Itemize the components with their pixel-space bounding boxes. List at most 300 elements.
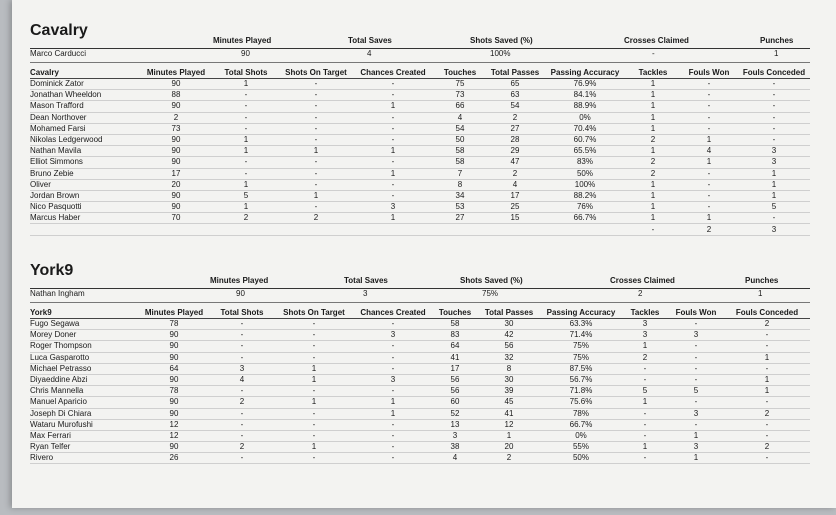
stat-cell: 26 — [138, 453, 210, 464]
stat-cell: 1 — [626, 202, 680, 213]
stat-cell: 1 — [680, 157, 738, 168]
stat-cell: 58 — [434, 157, 486, 168]
player-name: Mohamed Farsi — [30, 123, 140, 134]
stat-cell: 2 — [140, 112, 212, 123]
table-row — [30, 134, 810, 145]
stat-cell: - — [352, 157, 434, 168]
team-title: Cavalry — [30, 22, 88, 39]
player-name: Rivero — [30, 453, 138, 464]
stat-cell: - — [680, 168, 738, 179]
keeper-col: Punches — [760, 36, 794, 45]
stat-cell: 2 — [280, 213, 352, 224]
stat-cell: - — [274, 453, 354, 464]
stat-cell: 88.9% — [544, 101, 626, 112]
stat-cell: - — [274, 408, 354, 419]
table-row — [30, 112, 810, 123]
stat-cell: 54 — [486, 101, 544, 112]
stat-cell: - — [274, 419, 354, 430]
stat-cell: 47 — [486, 157, 544, 168]
stat-cell: 66.7% — [540, 419, 622, 430]
stat-cell: - — [212, 123, 280, 134]
stat-cell: 8 — [434, 179, 486, 190]
stat-cell: 87.5% — [540, 363, 622, 374]
stat-cell: - — [280, 101, 352, 112]
stat-cell: 65.5% — [544, 146, 626, 157]
player-name: Chris Mannella — [30, 386, 138, 397]
stat-cell: - — [210, 319, 274, 330]
stat-cell: - — [352, 179, 434, 190]
stat-cell: 1 — [680, 134, 738, 145]
stat-cell: 75% — [540, 352, 622, 363]
stat-cell — [140, 224, 212, 235]
stat-cell: - — [352, 123, 434, 134]
stat-cell: - — [210, 430, 274, 441]
stat-cell: - — [738, 79, 810, 90]
table-row — [30, 79, 810, 90]
keeper-col: Minutes Played — [213, 36, 272, 45]
stat-cell: 90 — [138, 352, 210, 363]
stat-cell: 2 — [724, 319, 810, 330]
table-row — [30, 397, 810, 408]
stat-cell: 78% — [540, 408, 622, 419]
keeper-col: Crosses Claimed — [610, 276, 675, 285]
stat-cell: - — [724, 419, 810, 430]
stat-cell: - — [622, 374, 668, 385]
stat-cell: 90 — [140, 190, 212, 201]
player-name: Diyaeddine Abzi — [30, 374, 138, 385]
stat-cell: 71.4% — [540, 330, 622, 341]
stat-cell: 90 — [138, 330, 210, 341]
stat-cell: - — [354, 430, 432, 441]
stat-cell: 84.1% — [544, 90, 626, 101]
stat-cell — [544, 224, 626, 235]
stat-cell: - — [738, 112, 810, 123]
keeper-col: Shots Saved (%) — [470, 36, 533, 45]
stat-cell: 0% — [544, 112, 626, 123]
stat-cell: - — [724, 430, 810, 441]
table-row — [30, 179, 810, 190]
column-header: Touches — [432, 306, 478, 319]
stat-cell: 3 — [738, 146, 810, 157]
stat-cell: 29 — [486, 146, 544, 157]
player-name: Jordan Brown — [30, 190, 140, 201]
stat-cell: 90 — [140, 146, 212, 157]
stat-cell: - — [274, 330, 354, 341]
stats-sheet — [12, 0, 836, 508]
stat-cell: 65 — [486, 79, 544, 90]
stat-cell: 32 — [478, 352, 540, 363]
player-name: Jonathan Wheeldon — [30, 90, 140, 101]
keeper-value: - — [652, 49, 655, 58]
keeper-value: 90 — [241, 49, 250, 58]
stat-cell: 2 — [622, 352, 668, 363]
stat-cell: 76.9% — [544, 79, 626, 90]
table-row — [30, 157, 810, 168]
stat-cell: - — [354, 453, 432, 464]
stat-cell: 2 — [210, 442, 274, 453]
stat-cell: 3 — [432, 430, 478, 441]
stat-cell: 5 — [212, 190, 280, 201]
stat-cell: 41 — [432, 352, 478, 363]
stat-cell: - — [352, 112, 434, 123]
stat-cell: 1 — [680, 213, 738, 224]
stat-cell: 7 — [434, 168, 486, 179]
stat-cell: 3 — [738, 157, 810, 168]
stat-cell: - — [738, 101, 810, 112]
table-row — [30, 442, 810, 453]
stat-cell: 64 — [138, 363, 210, 374]
player-name: Nikolas Ledgerwood — [30, 134, 140, 145]
stat-cell: 90 — [138, 408, 210, 419]
stat-cell: - — [724, 453, 810, 464]
stat-cell: 38 — [432, 442, 478, 453]
table-row — [30, 101, 810, 112]
stat-cell: - — [210, 408, 274, 419]
stat-cell: 3 — [354, 374, 432, 385]
stat-cell: 30 — [478, 319, 540, 330]
stat-cell: 1 — [212, 134, 280, 145]
keeper-header — [30, 36, 810, 49]
stat-cell: - — [668, 397, 724, 408]
stat-cell: 12 — [478, 419, 540, 430]
stat-cell: - — [680, 202, 738, 213]
stat-cell: - — [738, 134, 810, 145]
stat-cell: - — [210, 386, 274, 397]
stat-cell: 90 — [140, 101, 212, 112]
stat-cell: 5 — [738, 202, 810, 213]
stat-cell: 52 — [432, 408, 478, 419]
column-header: Passing Accuracy — [540, 306, 622, 319]
stat-cell: 1 — [352, 168, 434, 179]
stat-cell: 63 — [486, 90, 544, 101]
table-row — [30, 123, 810, 134]
stat-cell: 2 — [212, 213, 280, 224]
stat-cell: 75% — [540, 341, 622, 352]
stat-cell: - — [280, 179, 352, 190]
player-name: Bruno Zebie — [30, 168, 140, 179]
column-header: Passing Accuracy — [544, 66, 626, 79]
stat-cell: 2 — [724, 408, 810, 419]
stat-cell: 1 — [274, 442, 354, 453]
divider — [30, 62, 810, 63]
team-title: York9 — [30, 262, 74, 279]
stat-cell: 15 — [486, 213, 544, 224]
stat-cell: 1 — [212, 202, 280, 213]
stat-cell: 56.7% — [540, 374, 622, 385]
stat-cell: 4 — [432, 453, 478, 464]
stat-cell: 1 — [354, 408, 432, 419]
stat-cell: - — [668, 374, 724, 385]
keeper-col: Minutes Played — [210, 276, 269, 285]
stat-cell: 3 — [738, 224, 810, 235]
stat-cell: - — [212, 168, 280, 179]
stat-cell: - — [354, 386, 432, 397]
stat-cell: 3 — [352, 202, 434, 213]
stat-cell: 17 — [486, 190, 544, 201]
stat-cell: 76% — [544, 202, 626, 213]
column-header: Chances Created — [354, 306, 432, 319]
stat-cell: 42 — [478, 330, 540, 341]
player-name: Elliot Simmons — [30, 157, 140, 168]
stat-cell: 1 — [626, 79, 680, 90]
team-column-header: Cavalry — [30, 66, 140, 79]
keeper-name: Nathan Ingham — [30, 289, 85, 298]
stat-cell: 1 — [352, 146, 434, 157]
stat-cell: - — [680, 79, 738, 90]
player-name: Dean Northover — [30, 112, 140, 123]
table-header-row — [30, 66, 810, 79]
stat-cell: 90 — [140, 134, 212, 145]
stat-cell: 55% — [540, 442, 622, 453]
stat-cell: 1 — [622, 341, 668, 352]
stat-cell: 2 — [478, 453, 540, 464]
stat-cell: 1 — [668, 430, 724, 441]
stat-cell: - — [668, 363, 724, 374]
stat-cell: 1 — [738, 168, 810, 179]
stat-cell: - — [354, 341, 432, 352]
stat-cell: 27 — [486, 123, 544, 134]
column-header: Total Shots — [210, 306, 274, 319]
stat-cell: - — [212, 157, 280, 168]
stat-cell: - — [622, 408, 668, 419]
table-row — [30, 146, 810, 157]
stat-cell: 2 — [626, 157, 680, 168]
stat-cell: - — [622, 453, 668, 464]
stat-cell: 2 — [486, 168, 544, 179]
keeper-value: 3 — [363, 289, 368, 298]
stat-cell: 58 — [432, 319, 478, 330]
table-row — [30, 213, 810, 224]
stat-cell: - — [724, 330, 810, 341]
stat-cell: 73 — [434, 90, 486, 101]
stat-cell: 1 — [626, 179, 680, 190]
stat-cell: 56 — [478, 341, 540, 352]
stat-cell: 83 — [432, 330, 478, 341]
keeper-value: 1 — [758, 289, 763, 298]
stat-cell: - — [210, 419, 274, 430]
stat-cell: 78 — [138, 319, 210, 330]
column-header: Shots On Target — [274, 306, 354, 319]
stat-cell: - — [280, 79, 352, 90]
player-name: Ryan Telfer — [30, 442, 138, 453]
stat-cell: - — [354, 442, 432, 453]
player-name: Roger Thompson — [30, 341, 138, 352]
stat-cell: 90 — [140, 202, 212, 213]
team-section-2 — [30, 262, 810, 464]
stat-cell: - — [280, 168, 352, 179]
stat-cell: 63.3% — [540, 319, 622, 330]
stat-cell: - — [352, 134, 434, 145]
stat-cell: 90 — [138, 397, 210, 408]
stat-cell: 66 — [434, 101, 486, 112]
stat-cell: - — [724, 363, 810, 374]
stat-cell: - — [280, 157, 352, 168]
stat-cell: 1 — [626, 146, 680, 157]
stat-cell: 39 — [478, 386, 540, 397]
table-row — [30, 168, 810, 179]
stat-cell — [212, 224, 280, 235]
player-name: Nathan Mavila — [30, 146, 140, 157]
stat-cell: 1 — [212, 146, 280, 157]
stat-cell: - — [622, 430, 668, 441]
column-header: Tackles — [626, 66, 680, 79]
keeper-col: Punches — [745, 276, 779, 285]
stat-cell — [486, 224, 544, 235]
column-header: Fouls Conceded — [738, 66, 810, 79]
table-row — [30, 363, 810, 374]
player-name: Morey Doner — [30, 330, 138, 341]
stat-cell: - — [210, 352, 274, 363]
column-header: Total Passes — [478, 306, 540, 319]
stat-cell: - — [622, 419, 668, 430]
stat-cell: 71.8% — [540, 386, 622, 397]
stat-cell: - — [280, 134, 352, 145]
table-row — [30, 224, 810, 235]
stat-cell: 2 — [486, 112, 544, 123]
keeper-col: Total Saves — [344, 276, 388, 285]
stat-cell: 60 — [432, 397, 478, 408]
stat-cell: 17 — [432, 363, 478, 374]
stat-cell: 1 — [352, 213, 434, 224]
stat-cell: 100% — [544, 179, 626, 190]
stat-cell — [434, 224, 486, 235]
stat-cell: 3 — [622, 319, 668, 330]
team-column-header: York9 — [30, 306, 138, 319]
table-row — [30, 430, 810, 441]
stat-cell: 4 — [210, 374, 274, 385]
stat-cell: 53 — [434, 202, 486, 213]
stat-cell: 1 — [212, 79, 280, 90]
stat-cell: - — [210, 330, 274, 341]
stat-cell: 90 — [138, 442, 210, 453]
stat-cell: 54 — [434, 123, 486, 134]
stat-cell: - — [680, 179, 738, 190]
stat-cell: 90 — [138, 374, 210, 385]
player-name: Dominick Zator — [30, 79, 140, 90]
stat-cell: - — [680, 101, 738, 112]
keeper-row — [30, 289, 810, 302]
stat-cell: 88.2% — [544, 190, 626, 201]
stat-cell: - — [352, 79, 434, 90]
table-row — [30, 453, 810, 464]
keeper-header — [30, 276, 810, 289]
stat-cell: - — [210, 341, 274, 352]
column-header: Total Shots — [212, 66, 280, 79]
stat-cell: 75.6% — [540, 397, 622, 408]
stat-cell: 50% — [540, 453, 622, 464]
keeper-col: Crosses Claimed — [624, 36, 689, 45]
stat-cell: 4 — [486, 179, 544, 190]
stat-cell: 41 — [478, 408, 540, 419]
keeper-value: 2 — [638, 289, 643, 298]
player-name: Oliver — [30, 179, 140, 190]
stat-cell: 1 — [738, 190, 810, 201]
stat-cell: 75 — [434, 79, 486, 90]
stat-cell: 0% — [540, 430, 622, 441]
player-name: Max Ferrari — [30, 430, 138, 441]
stat-cell: 56 — [432, 374, 478, 385]
keeper-value: 100% — [490, 49, 511, 58]
player-name: Wataru Murofushi — [30, 419, 138, 430]
stat-cell: 4 — [680, 146, 738, 157]
stat-cell: 2 — [626, 168, 680, 179]
stat-cell: - — [352, 90, 434, 101]
keeper-value: 90 — [236, 289, 245, 298]
stat-cell: 1 — [626, 90, 680, 101]
stat-cell: 1 — [280, 190, 352, 201]
keeper-col: Total Saves — [348, 36, 392, 45]
stat-cell: - — [212, 112, 280, 123]
table-row — [30, 386, 810, 397]
stat-cell: 1 — [724, 386, 810, 397]
stat-cell: 45 — [478, 397, 540, 408]
stat-cell: - — [280, 202, 352, 213]
stat-cell: - — [354, 319, 432, 330]
stat-cell: 83% — [544, 157, 626, 168]
stat-cell: 50 — [434, 134, 486, 145]
column-header: Shots On Target — [280, 66, 352, 79]
column-header: Minutes Played — [140, 66, 212, 79]
stat-cell: 58 — [434, 146, 486, 157]
stat-cell: - — [668, 419, 724, 430]
stat-cell: - — [352, 190, 434, 201]
player-name: Mason Trafford — [30, 101, 140, 112]
table-row — [30, 374, 810, 385]
stat-cell: 70 — [140, 213, 212, 224]
stat-cell: - — [280, 90, 352, 101]
stat-cell: 2 — [626, 134, 680, 145]
stat-cell: 1 — [738, 179, 810, 190]
stat-cell: 2 — [724, 442, 810, 453]
table-row — [30, 90, 810, 101]
stat-cell: 88 — [140, 90, 212, 101]
column-header: Minutes Played — [138, 306, 210, 319]
player-name: Luca Gasparotto — [30, 352, 138, 363]
stat-cell: 1 — [626, 190, 680, 201]
keeper-row — [30, 49, 810, 62]
stat-cell: - — [668, 352, 724, 363]
player-stats-table — [30, 306, 810, 464]
stat-cell: - — [680, 190, 738, 201]
stat-cell: 2 — [210, 397, 274, 408]
keeper-value: 4 — [367, 49, 372, 58]
table-row — [30, 190, 810, 201]
stat-cell: - — [724, 397, 810, 408]
stat-cell: 12 — [138, 419, 210, 430]
player-name: Marcus Haber — [30, 213, 140, 224]
stat-cell: 90 — [140, 79, 212, 90]
stat-cell: 30 — [478, 374, 540, 385]
stat-cell: - — [210, 453, 274, 464]
stat-cell: - — [680, 123, 738, 134]
stat-cell: 3 — [210, 363, 274, 374]
stat-cell: 25 — [486, 202, 544, 213]
stat-cell: - — [280, 112, 352, 123]
keeper-col: Shots Saved (%) — [460, 276, 523, 285]
player-stats-table — [30, 66, 810, 236]
stat-cell: 13 — [432, 419, 478, 430]
column-header: Tackles — [622, 306, 668, 319]
player-name: Joseph Di Chiara — [30, 408, 138, 419]
stat-cell: 20 — [478, 442, 540, 453]
stat-cell: 20 — [140, 179, 212, 190]
stat-cell: - — [274, 352, 354, 363]
stat-cell: - — [724, 341, 810, 352]
stat-cell: 70.4% — [544, 123, 626, 134]
stat-cell: 1 — [668, 453, 724, 464]
stat-cell: - — [738, 213, 810, 224]
player-name: Fugo Segawa — [30, 319, 138, 330]
